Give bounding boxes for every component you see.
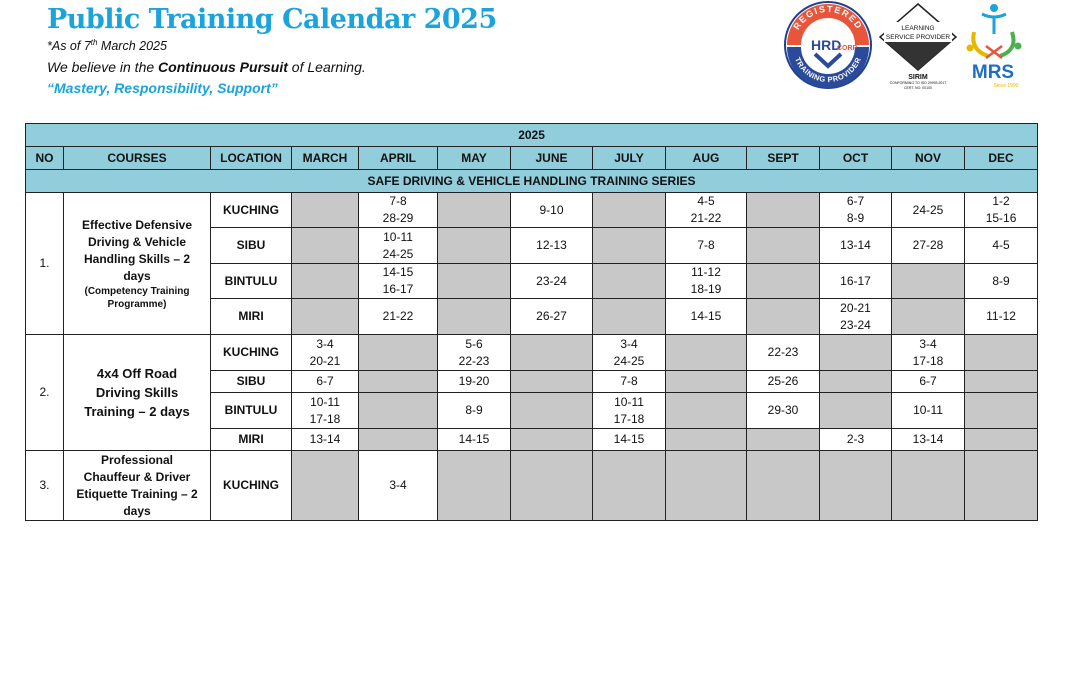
unavailable-cell xyxy=(892,264,965,299)
svg-text:Since 1990: Since 1990 xyxy=(993,83,1019,89)
date-range: 21-22 xyxy=(382,309,414,323)
schedule-date-cell xyxy=(438,429,511,451)
date-range: 13-14 xyxy=(309,432,341,446)
unavailable-cell xyxy=(292,299,359,335)
schedule-date-cell xyxy=(292,393,359,429)
column-header-dec: DEC xyxy=(965,147,1038,170)
schedule-date-cell xyxy=(292,371,359,393)
date-range: 29-30 xyxy=(767,403,799,417)
unavailable-cell xyxy=(892,299,965,335)
column-header-sept: SEPT xyxy=(747,147,820,170)
location-sibu: SIBU xyxy=(211,371,292,393)
table-row xyxy=(26,193,1038,228)
date-range: 22-23 xyxy=(767,345,799,359)
unavailable-cell xyxy=(747,264,820,299)
mrs-logo xyxy=(960,2,1026,90)
unavailable-cell xyxy=(820,335,892,371)
date-range: 8-9 xyxy=(992,273,1010,288)
training-calendar-table xyxy=(25,123,1038,521)
unavailable-cell xyxy=(747,451,820,521)
unavailable-cell xyxy=(666,393,747,429)
schedule-date-cell xyxy=(820,228,892,264)
date-range: 12-13 xyxy=(536,238,567,252)
course-name-line: Driving & Vehicle xyxy=(87,234,187,249)
course-name-line: Handling Skills – 2 xyxy=(83,251,191,266)
schedule-date-cell xyxy=(593,429,666,451)
schedule-date-cell xyxy=(747,393,820,429)
date-range: 3-4 xyxy=(919,336,937,351)
unavailable-cell xyxy=(438,193,511,228)
unavailable-cell xyxy=(292,193,359,228)
course-number: 1. xyxy=(26,193,64,335)
date-range: 15-16 xyxy=(985,211,1017,225)
date-range: 23-24 xyxy=(536,273,567,288)
location-miri: MIRI xyxy=(211,429,292,451)
schedule-date-cell xyxy=(892,228,965,264)
date-range: 24-25 xyxy=(912,202,944,217)
date-range: 10-11 xyxy=(913,403,943,417)
unavailable-cell xyxy=(511,429,593,451)
column-header-april: APRIL xyxy=(359,147,438,170)
schedule-date-cell xyxy=(359,193,438,228)
location-kuching: KUCHING xyxy=(211,335,292,371)
svg-text:CONFORMING TO ISO 29993:2017: CONFORMING TO ISO 29993:2017 xyxy=(889,81,947,85)
svg-text:CERT. NO. 00100: CERT. NO. 00100 xyxy=(904,86,932,90)
as-of-prefix: *As of 7 xyxy=(47,39,91,54)
unavailable-cell xyxy=(820,371,892,393)
belief-post: of Learning. xyxy=(287,59,366,75)
date-range: 17-18 xyxy=(309,411,341,426)
date-range: 28-29 xyxy=(382,211,414,225)
date-range: 27-28 xyxy=(912,238,944,252)
year-header: 2025 xyxy=(26,124,1038,147)
course-name-line: Driving Skills xyxy=(95,385,179,400)
date-range: 3-4 xyxy=(620,336,638,351)
schedule-date-cell xyxy=(593,371,666,393)
date-range: 23-24 xyxy=(840,317,871,332)
unavailable-cell xyxy=(747,193,820,228)
svg-text:SERVICE PROVIDER: SERVICE PROVIDER xyxy=(885,34,951,41)
schedule-date-cell xyxy=(359,264,438,299)
unavailable-cell xyxy=(593,299,666,335)
as-of-date xyxy=(47,38,167,53)
unavailable-cell xyxy=(292,228,359,264)
unavailable-cell xyxy=(438,299,511,335)
unavailable-cell xyxy=(511,335,593,371)
course-name-line: Effective Defensive xyxy=(81,217,193,232)
course-name-line: 4x4 Off Road xyxy=(96,366,178,381)
date-range: 7-8 xyxy=(697,238,715,252)
location-miri: MIRI xyxy=(211,299,292,335)
unavailable-cell xyxy=(292,451,359,521)
date-range: 18-19 xyxy=(690,282,722,296)
schedule-date-cell xyxy=(511,228,593,264)
schedule-date-cell xyxy=(892,429,965,451)
svg-text:CORP: CORP xyxy=(837,45,858,52)
date-range: 4-5 xyxy=(697,194,715,208)
date-range: 8-9 xyxy=(846,211,865,225)
date-range: 17-18 xyxy=(912,353,944,368)
date-range: 19-20 xyxy=(458,374,490,388)
schedule-date-cell xyxy=(666,264,747,299)
schedule-date-cell xyxy=(892,193,965,228)
belief-pre: We believe in the xyxy=(47,59,159,75)
course-note: (Competency Training Programme) xyxy=(84,285,190,310)
svg-text:MRS: MRS xyxy=(971,62,1015,83)
schedule-date-cell xyxy=(965,228,1038,264)
unavailable-cell xyxy=(511,371,593,393)
schedule-date-cell xyxy=(820,429,892,451)
schedule-date-cell xyxy=(747,371,820,393)
course-name xyxy=(64,193,211,335)
schedule-date-cell xyxy=(438,371,511,393)
unavailable-cell xyxy=(666,451,747,521)
sirim-logo xyxy=(878,2,958,90)
date-range: 16-17 xyxy=(840,273,871,288)
schedule-date-cell xyxy=(892,371,965,393)
date-range: 2-3 xyxy=(846,432,865,446)
schedule-date-cell xyxy=(292,335,359,371)
schedule-date-cell xyxy=(892,335,965,371)
date-range: 25-26 xyxy=(767,374,799,388)
column-header-oct: OCT xyxy=(820,147,892,170)
date-range: 8-9 xyxy=(465,403,483,417)
location-kuching: KUCHING xyxy=(211,451,292,521)
date-range: 20-21 xyxy=(309,353,341,368)
date-range: 26-27 xyxy=(536,309,567,323)
schedule-date-cell xyxy=(511,299,593,335)
date-range: 3-4 xyxy=(316,336,334,351)
schedule-date-cell xyxy=(511,264,593,299)
date-range: 14-15 xyxy=(458,432,490,446)
motto: “Mastery, Responsibility, Support” xyxy=(47,80,278,96)
unavailable-cell xyxy=(965,429,1038,451)
unavailable-cell xyxy=(359,393,438,429)
date-range: 6-7 xyxy=(846,194,865,208)
svg-text:REGISTERED: REGISTERED xyxy=(791,3,865,32)
date-range: 6-7 xyxy=(316,374,334,388)
belief-bold: Continuous Pursuit xyxy=(158,59,288,75)
belief-statement xyxy=(47,59,366,75)
unavailable-cell xyxy=(359,335,438,371)
unavailable-cell xyxy=(593,228,666,264)
unavailable-cell xyxy=(666,335,747,371)
date-range: 14-15 xyxy=(613,432,645,446)
as-of-sup: th xyxy=(90,38,98,47)
unavailable-cell xyxy=(820,451,892,521)
schedule-date-cell xyxy=(965,299,1038,335)
schedule-date-cell xyxy=(666,228,747,264)
unavailable-cell xyxy=(965,393,1038,429)
unavailable-cell xyxy=(292,264,359,299)
column-header-courses: COURSES xyxy=(64,147,211,170)
date-range: 24-25 xyxy=(613,353,645,368)
date-range: 1-2 xyxy=(992,194,1010,208)
date-range: 13-14 xyxy=(840,238,871,252)
unavailable-cell xyxy=(747,228,820,264)
schedule-date-cell xyxy=(438,393,511,429)
series-title: SAFE DRIVING & VEHICLE HANDLING TRAINING SERIES xyxy=(26,170,1038,193)
unavailable-cell xyxy=(593,451,666,521)
unavailable-cell xyxy=(965,335,1038,371)
schedule-date-cell xyxy=(593,393,666,429)
column-header-july: JULY xyxy=(593,147,666,170)
column-header-no: NO xyxy=(26,147,64,170)
unavailable-cell xyxy=(666,429,747,451)
unavailable-cell xyxy=(438,451,511,521)
unavailable-cell xyxy=(666,371,747,393)
schedule-date-cell xyxy=(359,299,438,335)
date-range: 11-12 xyxy=(986,309,1016,323)
schedule-date-cell xyxy=(820,193,892,228)
table-row xyxy=(26,335,1038,371)
date-range: 3-4 xyxy=(389,478,407,492)
course-name-line: Chauffeur & Driver xyxy=(83,469,191,484)
unavailable-cell xyxy=(747,429,820,451)
date-range: 22-23 xyxy=(458,353,490,368)
column-header-nov: NOV xyxy=(892,147,965,170)
course-name-line: days xyxy=(123,503,151,518)
date-range: 21-22 xyxy=(690,211,722,225)
column-header-location: LOCATION xyxy=(211,147,292,170)
date-range: 14-15 xyxy=(690,309,722,323)
schedule-date-cell xyxy=(747,335,820,371)
schedule-date-cell xyxy=(965,193,1038,228)
unavailable-cell xyxy=(965,451,1038,521)
location-sibu: SIBU xyxy=(211,228,292,264)
column-header-march: MARCH xyxy=(292,147,359,170)
svg-text:LEARNING: LEARNING xyxy=(901,25,935,32)
schedule-date-cell xyxy=(438,335,511,371)
date-range: 14-15 xyxy=(382,265,414,279)
as-of-suffix: March 2025 xyxy=(97,39,167,54)
page-title: Public Training Calendar 2025 xyxy=(47,4,497,35)
date-range: 10-11 xyxy=(383,229,413,244)
schedule-date-cell xyxy=(820,264,892,299)
unavailable-cell xyxy=(965,371,1038,393)
date-range: 7-8 xyxy=(620,374,638,388)
course-number: 2. xyxy=(26,335,64,451)
course-name-line: Training – 2 days xyxy=(84,404,190,419)
schedule-date-cell xyxy=(359,451,438,521)
column-header-june: JUNE xyxy=(511,147,593,170)
schedule-date-cell xyxy=(965,264,1038,299)
column-header-aug: AUG xyxy=(666,147,747,170)
course-name-line: Etiquette Training – 2 xyxy=(76,486,198,501)
unavailable-cell xyxy=(593,193,666,228)
unavailable-cell xyxy=(511,393,593,429)
unavailable-cell xyxy=(438,228,511,264)
date-range: 10-11 xyxy=(614,394,644,409)
schedule-date-cell xyxy=(359,228,438,264)
date-range: 6-7 xyxy=(919,374,937,388)
unavailable-cell xyxy=(747,299,820,335)
date-range: 20-21 xyxy=(840,300,871,315)
course-name-line: Professional xyxy=(100,452,174,467)
column-header-may: MAY xyxy=(438,147,511,170)
unavailable-cell xyxy=(359,429,438,451)
course-name xyxy=(64,335,211,451)
unavailable-cell xyxy=(511,451,593,521)
date-range: 5-6 xyxy=(465,336,483,351)
course-number: 3. xyxy=(26,451,64,521)
svg-text:TRAINING PROVIDER: TRAINING PROVIDER xyxy=(793,55,863,85)
schedule-date-cell xyxy=(666,299,747,335)
date-range: 9-10 xyxy=(539,202,564,217)
location-bintulu: BINTULU xyxy=(211,264,292,299)
unavailable-cell xyxy=(359,371,438,393)
date-range: 13-14 xyxy=(912,432,944,446)
course-name xyxy=(64,451,211,521)
date-range: 16-17 xyxy=(382,282,414,296)
schedule-date-cell xyxy=(892,393,965,429)
date-range: 4-5 xyxy=(992,238,1010,252)
date-range: 10-11 xyxy=(310,394,340,409)
svg-text:SIRIM: SIRIM xyxy=(908,74,928,81)
schedule-date-cell xyxy=(820,299,892,335)
date-range: 11-12 xyxy=(691,265,721,279)
date-range: 7-8 xyxy=(389,194,407,208)
course-name-line: days xyxy=(123,268,151,283)
table-row xyxy=(26,451,1038,521)
schedule-date-cell xyxy=(511,193,593,228)
unavailable-cell xyxy=(438,264,511,299)
date-range: 17-18 xyxy=(613,411,645,426)
unavailable-cell xyxy=(593,264,666,299)
column-header-row xyxy=(26,147,1038,170)
unavailable-cell xyxy=(892,451,965,521)
schedule-date-cell xyxy=(593,335,666,371)
schedule-date-cell xyxy=(292,429,359,451)
date-range: 24-25 xyxy=(382,246,414,261)
location-bintulu: BINTULU xyxy=(211,393,292,429)
hrd-corp-logo xyxy=(783,0,873,90)
schedule-date-cell xyxy=(666,193,747,228)
unavailable-cell xyxy=(820,393,892,429)
svg-text:HRD: HRD xyxy=(811,37,842,53)
location-kuching: KUCHING xyxy=(211,193,292,228)
